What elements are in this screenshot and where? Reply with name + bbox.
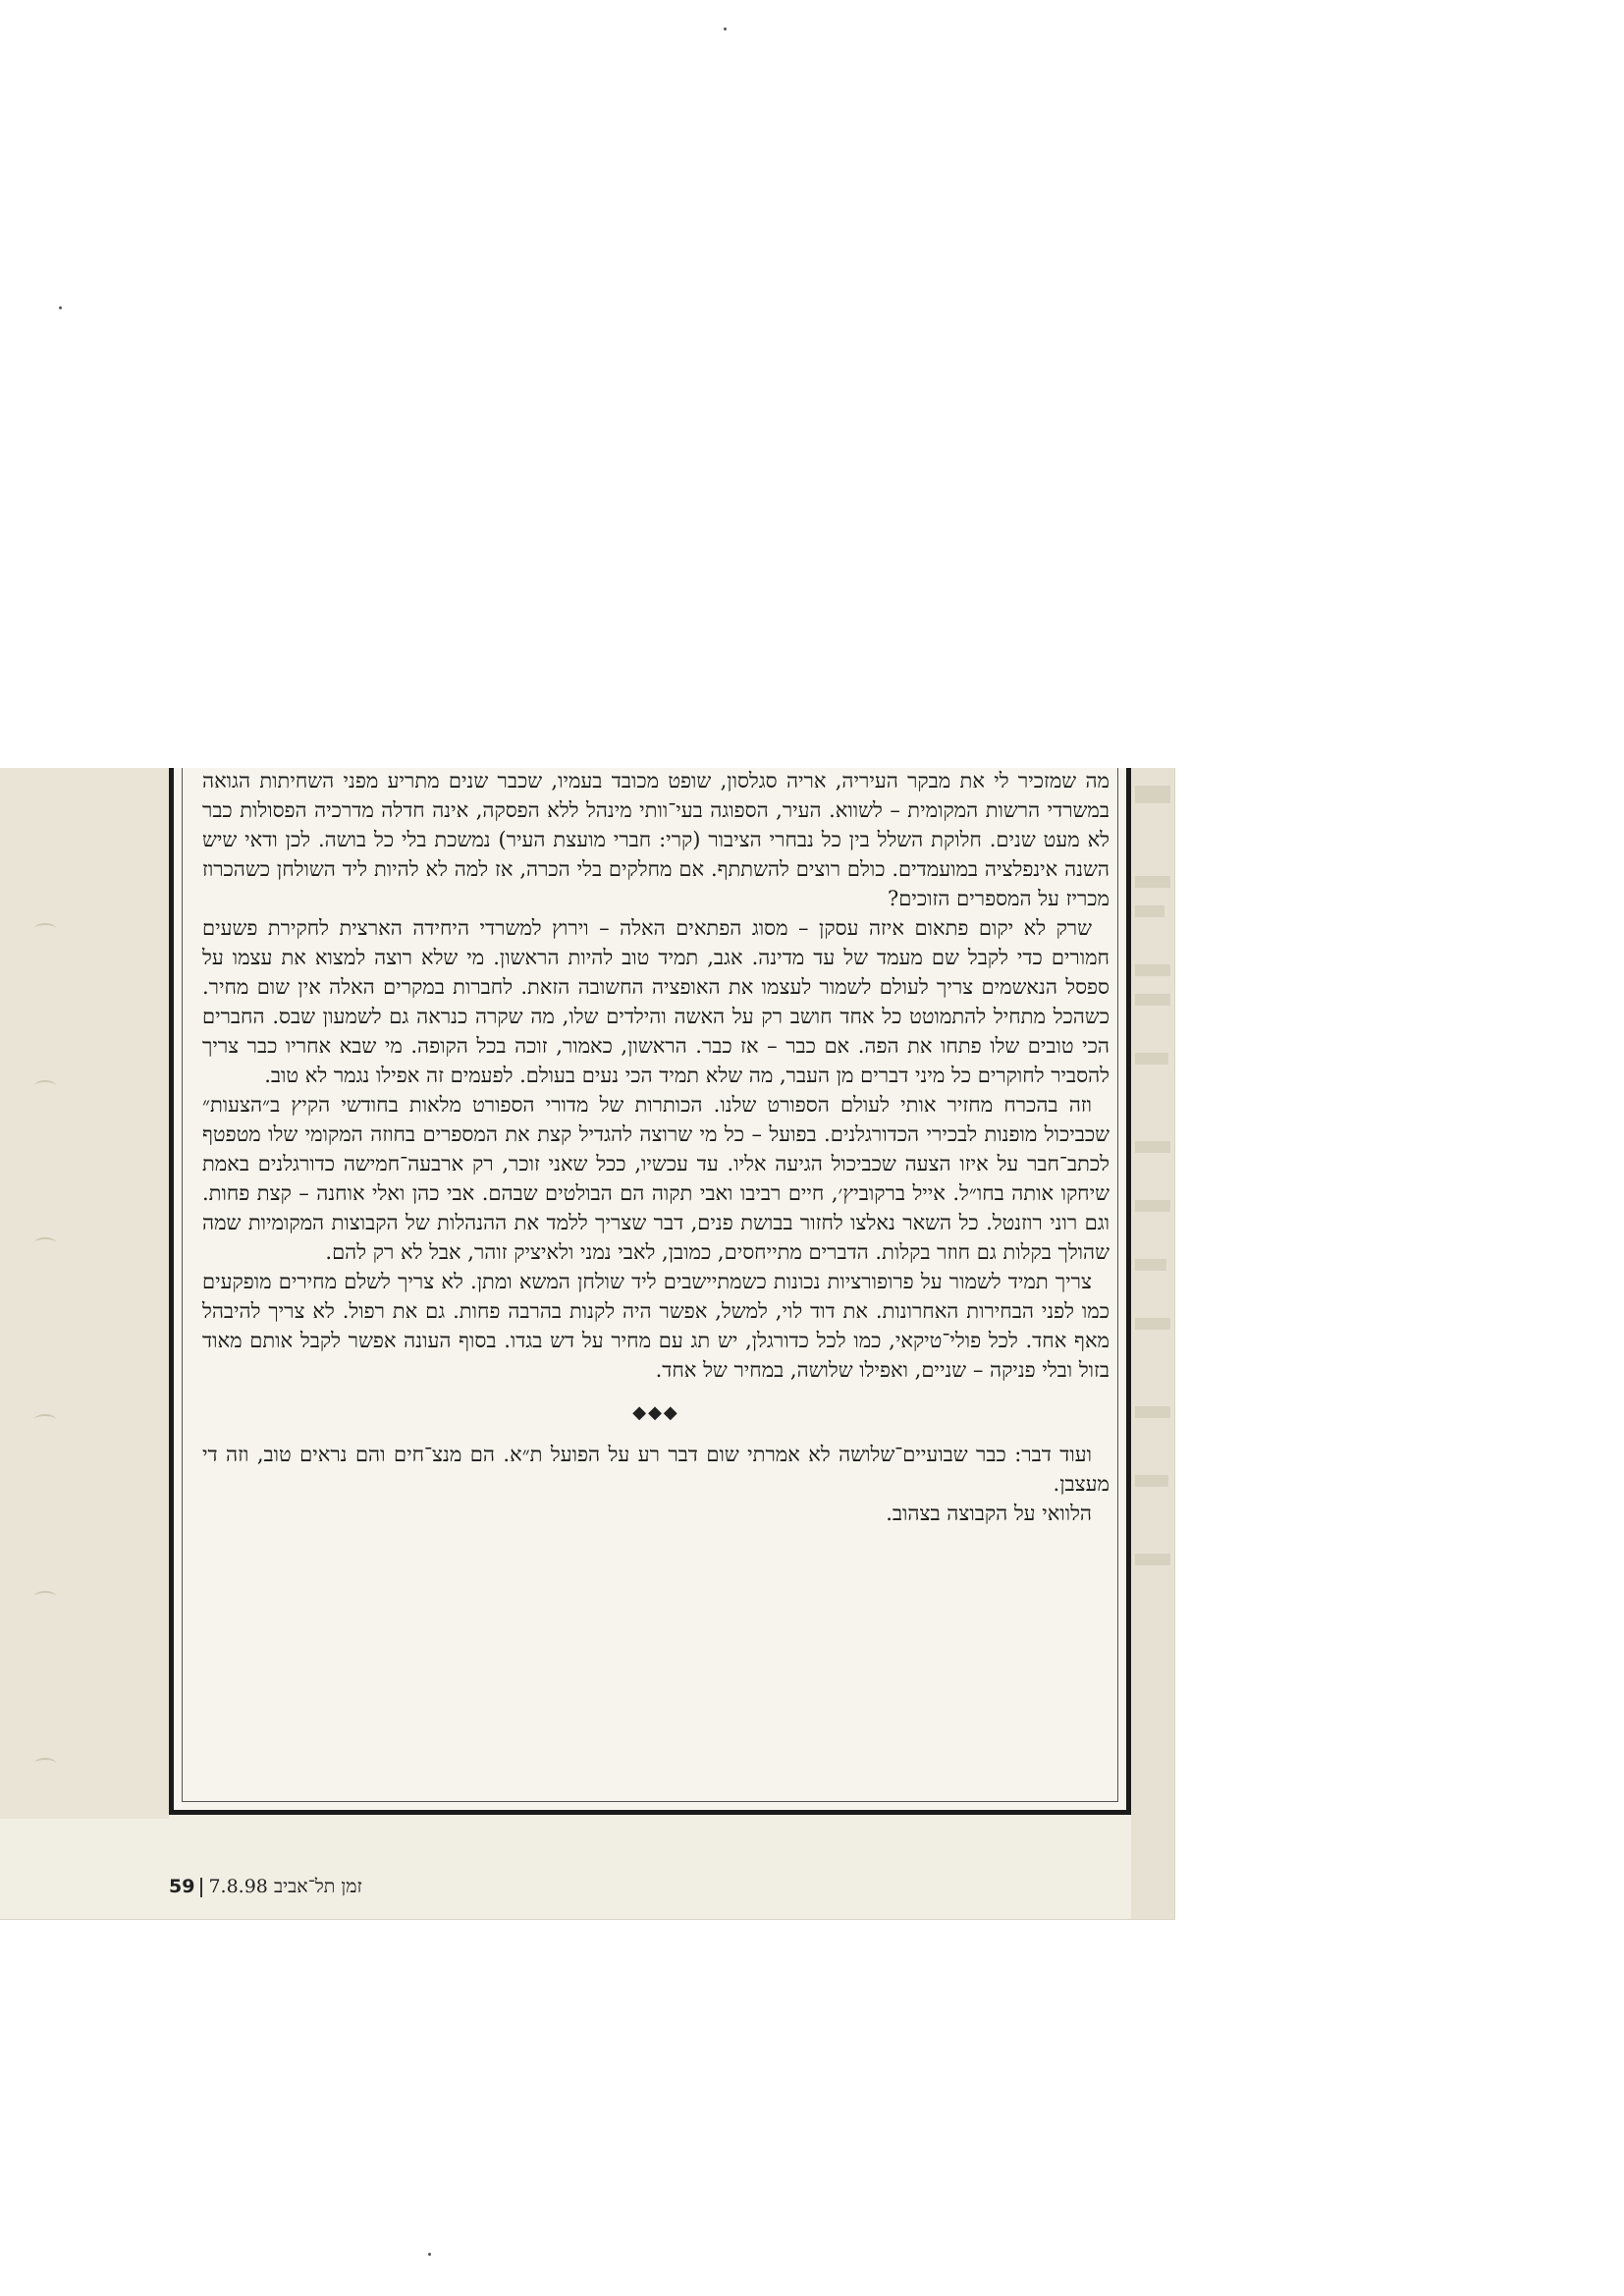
neighbor-text-ghost: [1135, 905, 1164, 917]
fold-mark: [34, 1237, 56, 1248]
neighbor-text-ghost: [1135, 1141, 1170, 1153]
article-paragraph: וזה בהכרח מחזיר אותי לעולם הספורט שלנו. הכותרות של מדורי הספורט מלאות בחודשי הקיץ ב״הצעות״ שכביכול מופנות לבכירי הכדורגלנים. בפועל – כל מי שרוצה להגדיל קצת את המספרים בחוזה המקומי שלו מטפטף לכתב־חבר על איזו הצעה שכביכול הגיעה אליו. עד עכשיו, ככל שאני זוכר, רק ארבעה־חמישה כדורגלנים באמת שיחקו אותה בחו״ל. אייל ברקוביץ׳, חיים רביבו ואבי תקוה הם הבולטים שבהם. אבי כהן ואלי אוחנה – קצת פחות. וגם רוני רוזנטל. כל השאר נאלצו לחזור בבושת פנים, דבר שצריך ללמד את ההנהלות של הקבוצות המקומיות שמה שהולך בקלות גם חוזר בקלות. הדברים מתייחסים, כמובן, לאבי נמני ולאיציק זוהר, אבל לא רק להם.: [202, 1093, 1110, 1264]
article-paragraph: שרק לא יקום פתאום איזה עסקן – מסוג הפתאים האלה – וירוץ למשרדי היחידה הארצית לחקירת פשעים חמורים כדי לקבל שם מעמד של עד מדינה. אגב, תמיד טוב להיות הראשון. מי שלא רוצה למצוא את עצמו על ספסל הנאשמים צריך לעולם לשמור לעצמו את האופציה החשובה הזאת. לחברות במקרים האלה אין שום מחיר. כשהכל מתחיל להתמוטט כל אחד חושב רק על האשה והילדים שלו, מה שקרה כנראה גם לשמעון שבס. החברים הכי טובים שלו פתחו את הפה. אם כבר – אז כבר. הראשון, כאמור, זוכה בכל הקופה. מי שבא אחריו כבר צריך להסביר לחוקרים כל מיני דברים מן העבר, מה שלא תמיד הכי נעים בעולם. לפעמים זה אפילו נגמר לא טוב.: [202, 916, 1110, 1087]
neighbor-column-strip: [1131, 768, 1174, 1919]
scan-speck: [724, 27, 727, 30]
article-paragraph: צריך תמיד לשמור על פרופורציות נכונות כשמתיישבים ליד שולחן המשא ומתן. לא צריך לשלם מחירים מופקעים כמו לפני הבחירות האחרונות. את דוד לוי, למשל, אפשר היה לקנות בהרבה פחות. גם את רפול. לא צריך להיבהל מאף אחד. לכל פולי־טיקאי, כמו לכל כדורגלן, יש תג עם מחיר על דש בגדו. בסוף העונה אפשר לקבל אותם מאוד בזול ובלי פניקה – שניים, ואפילו שלושה, במחיר של אחד.: [202, 1270, 1110, 1382]
neighbor-text-ghost: [1135, 1554, 1170, 1565]
neighbor-text-ghost: [1135, 1318, 1170, 1330]
neighbor-text-ghost: [1135, 1259, 1166, 1271]
neighbor-text-ghost: [1135, 1200, 1170, 1212]
neighbor-text-ghost: [1135, 1053, 1168, 1065]
neighbor-text-ghost: [1135, 964, 1170, 976]
page-number: 59: [169, 1876, 195, 1897]
neighbor-text-ghost: [1135, 1406, 1170, 1418]
page-footer: [169, 1876, 362, 1898]
footer-divider: [200, 1878, 202, 1897]
article-paragraph: מה שמזכיר לי את מבקר העיריה, אריה סגלסון, שופט מכובד בעמיו, שכבר שנים מתריע מפני השחיתות הגואה במשרדי הרשות המקומית – לשווא. העיר, הספוגה בעי־וותי מינהל ללא הפסקה, אינה חדלה מדרכיה הפסולות כבר לא מעט שנים. חלוקת השלל בין כל נבחרי הציבור (קרי: חברי מועצת העיר) נמשכת בלי כל בושה. לכן ודאי שיש השנה אינפלציה במועמדים. כולם רוצים להשתתף. אם מחלקים בלי הכרה, אז למה לא להיות ליד השולחן כשהכרוז מכריז על המספרים הזוכים?: [202, 769, 1110, 910]
neighbor-text-ghost: [1135, 1475, 1168, 1487]
fold-mark: [34, 1414, 56, 1425]
fold-mark: [34, 923, 56, 934]
fold-mark: [34, 1758, 56, 1769]
neighbor-text-ghost: [1135, 786, 1170, 803]
neighbor-text-ghost: [1135, 994, 1170, 1006]
scan-speck: [59, 306, 62, 309]
neighbor-text-ghost: [1135, 876, 1170, 888]
adjacent-page-strip: [0, 768, 169, 1819]
scan-speck: [428, 2253, 431, 2256]
fold-mark: [34, 1080, 56, 1091]
issue-date: 7.8.98: [208, 1876, 268, 1897]
article-text: [202, 766, 1110, 1528]
publication-name: זמן תל־אביב: [273, 1876, 362, 1897]
closing-line: הלוואי על הקבוצה בצהוב.: [886, 1502, 1092, 1525]
section-separator: ◆◆◆: [632, 1402, 679, 1423]
closing-paragraph: ועוד דבר: כבר שבועיים־שלושה לא אמרתי שום דבר רע על הפועל ת״א. הם מנצ־חים והם נראים טוב, וזה די מעצבן.: [202, 1443, 1110, 1496]
fold-mark: [34, 1591, 56, 1602]
